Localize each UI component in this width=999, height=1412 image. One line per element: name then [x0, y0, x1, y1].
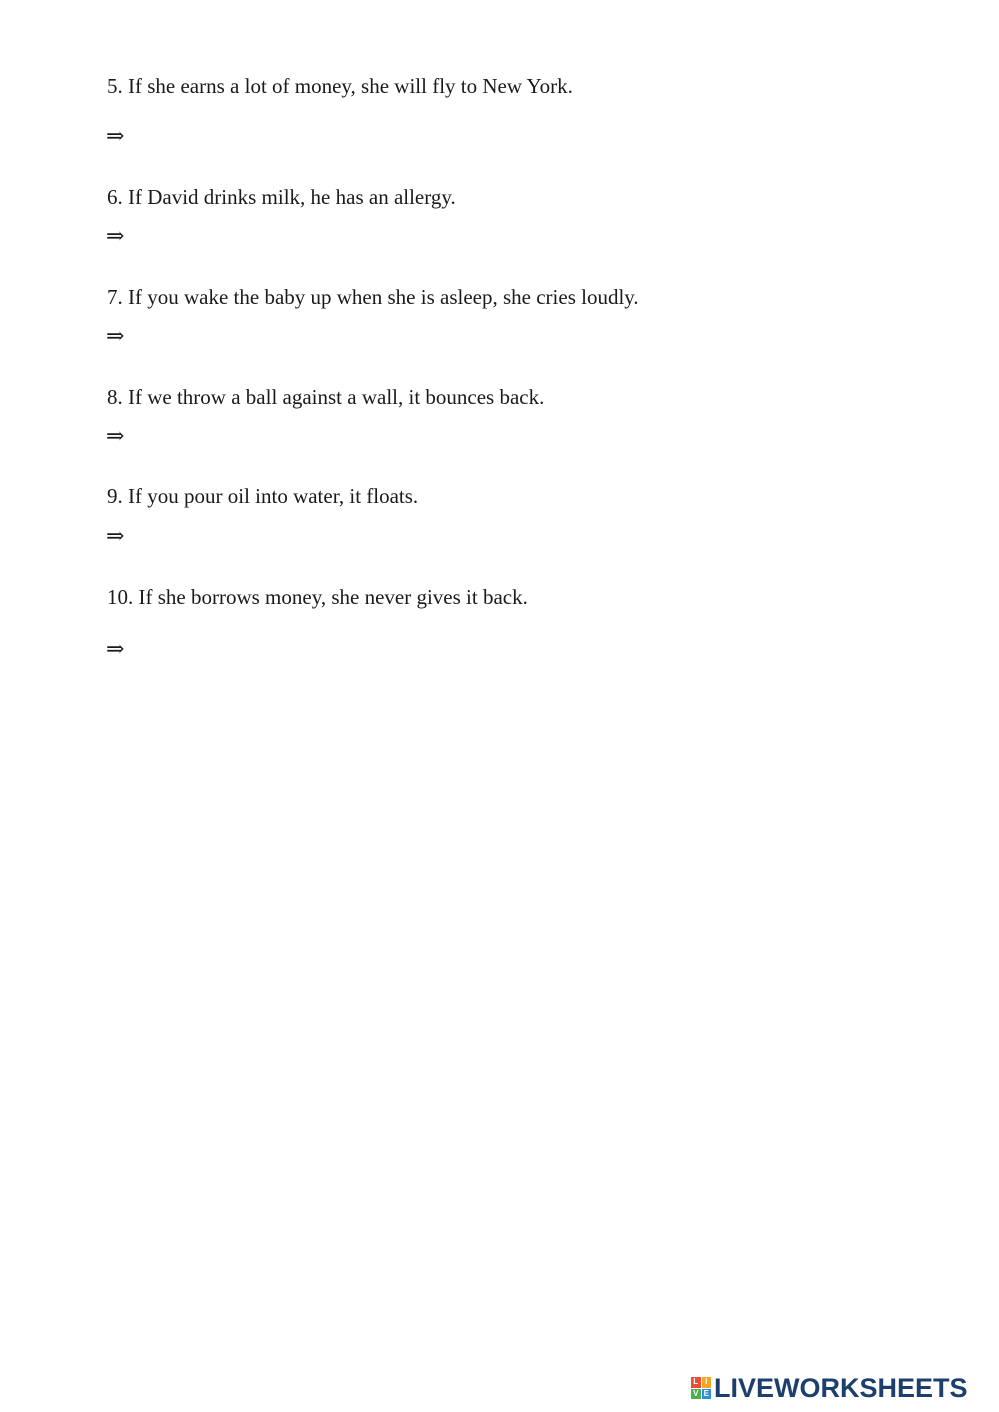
logo-tile-l: L	[691, 1377, 701, 1388]
logo-tile-i: I	[702, 1377, 712, 1388]
answer-field-10[interactable]	[140, 633, 904, 665]
logo-tile-e: E	[702, 1389, 712, 1400]
answer-field-8[interactable]	[140, 420, 904, 452]
sentence-8: 8. If we throw a ball against a wall, it bounces back.	[107, 385, 545, 409]
answer-field-6[interactable]	[140, 220, 904, 252]
logo-tile-v: V	[691, 1389, 701, 1400]
logo-tiles-icon	[691, 1377, 711, 1399]
arrow-icon: ⇒	[106, 323, 125, 348]
answer-field-9[interactable]	[140, 520, 904, 552]
sentence-5: 5. If she earns a lot of money, she will fly to New York.	[107, 74, 573, 98]
sentence-6: 6. If David drinks milk, he has an allergy.	[107, 185, 456, 209]
arrow-icon: ⇒	[106, 523, 125, 548]
answer-field-5[interactable]	[140, 120, 904, 152]
arrow-icon: ⇒	[106, 636, 125, 661]
arrow-icon: ⇒	[106, 423, 125, 448]
logo-text: LIVEWORKSHEETS	[714, 1373, 968, 1403]
arrow-icon: ⇒	[106, 223, 125, 248]
answer-field-7[interactable]	[140, 320, 904, 352]
sentence-7: 7. If you wake the baby up when she is asleep, she cries loudly.	[107, 285, 639, 309]
liveworksheets-logo	[691, 1374, 968, 1402]
arrow-icon: ⇒	[106, 123, 125, 148]
sentence-10: 10. If she borrows money, she never gives it back.	[107, 585, 528, 609]
sentence-9: 9. If you pour oil into water, it floats.	[107, 484, 419, 508]
